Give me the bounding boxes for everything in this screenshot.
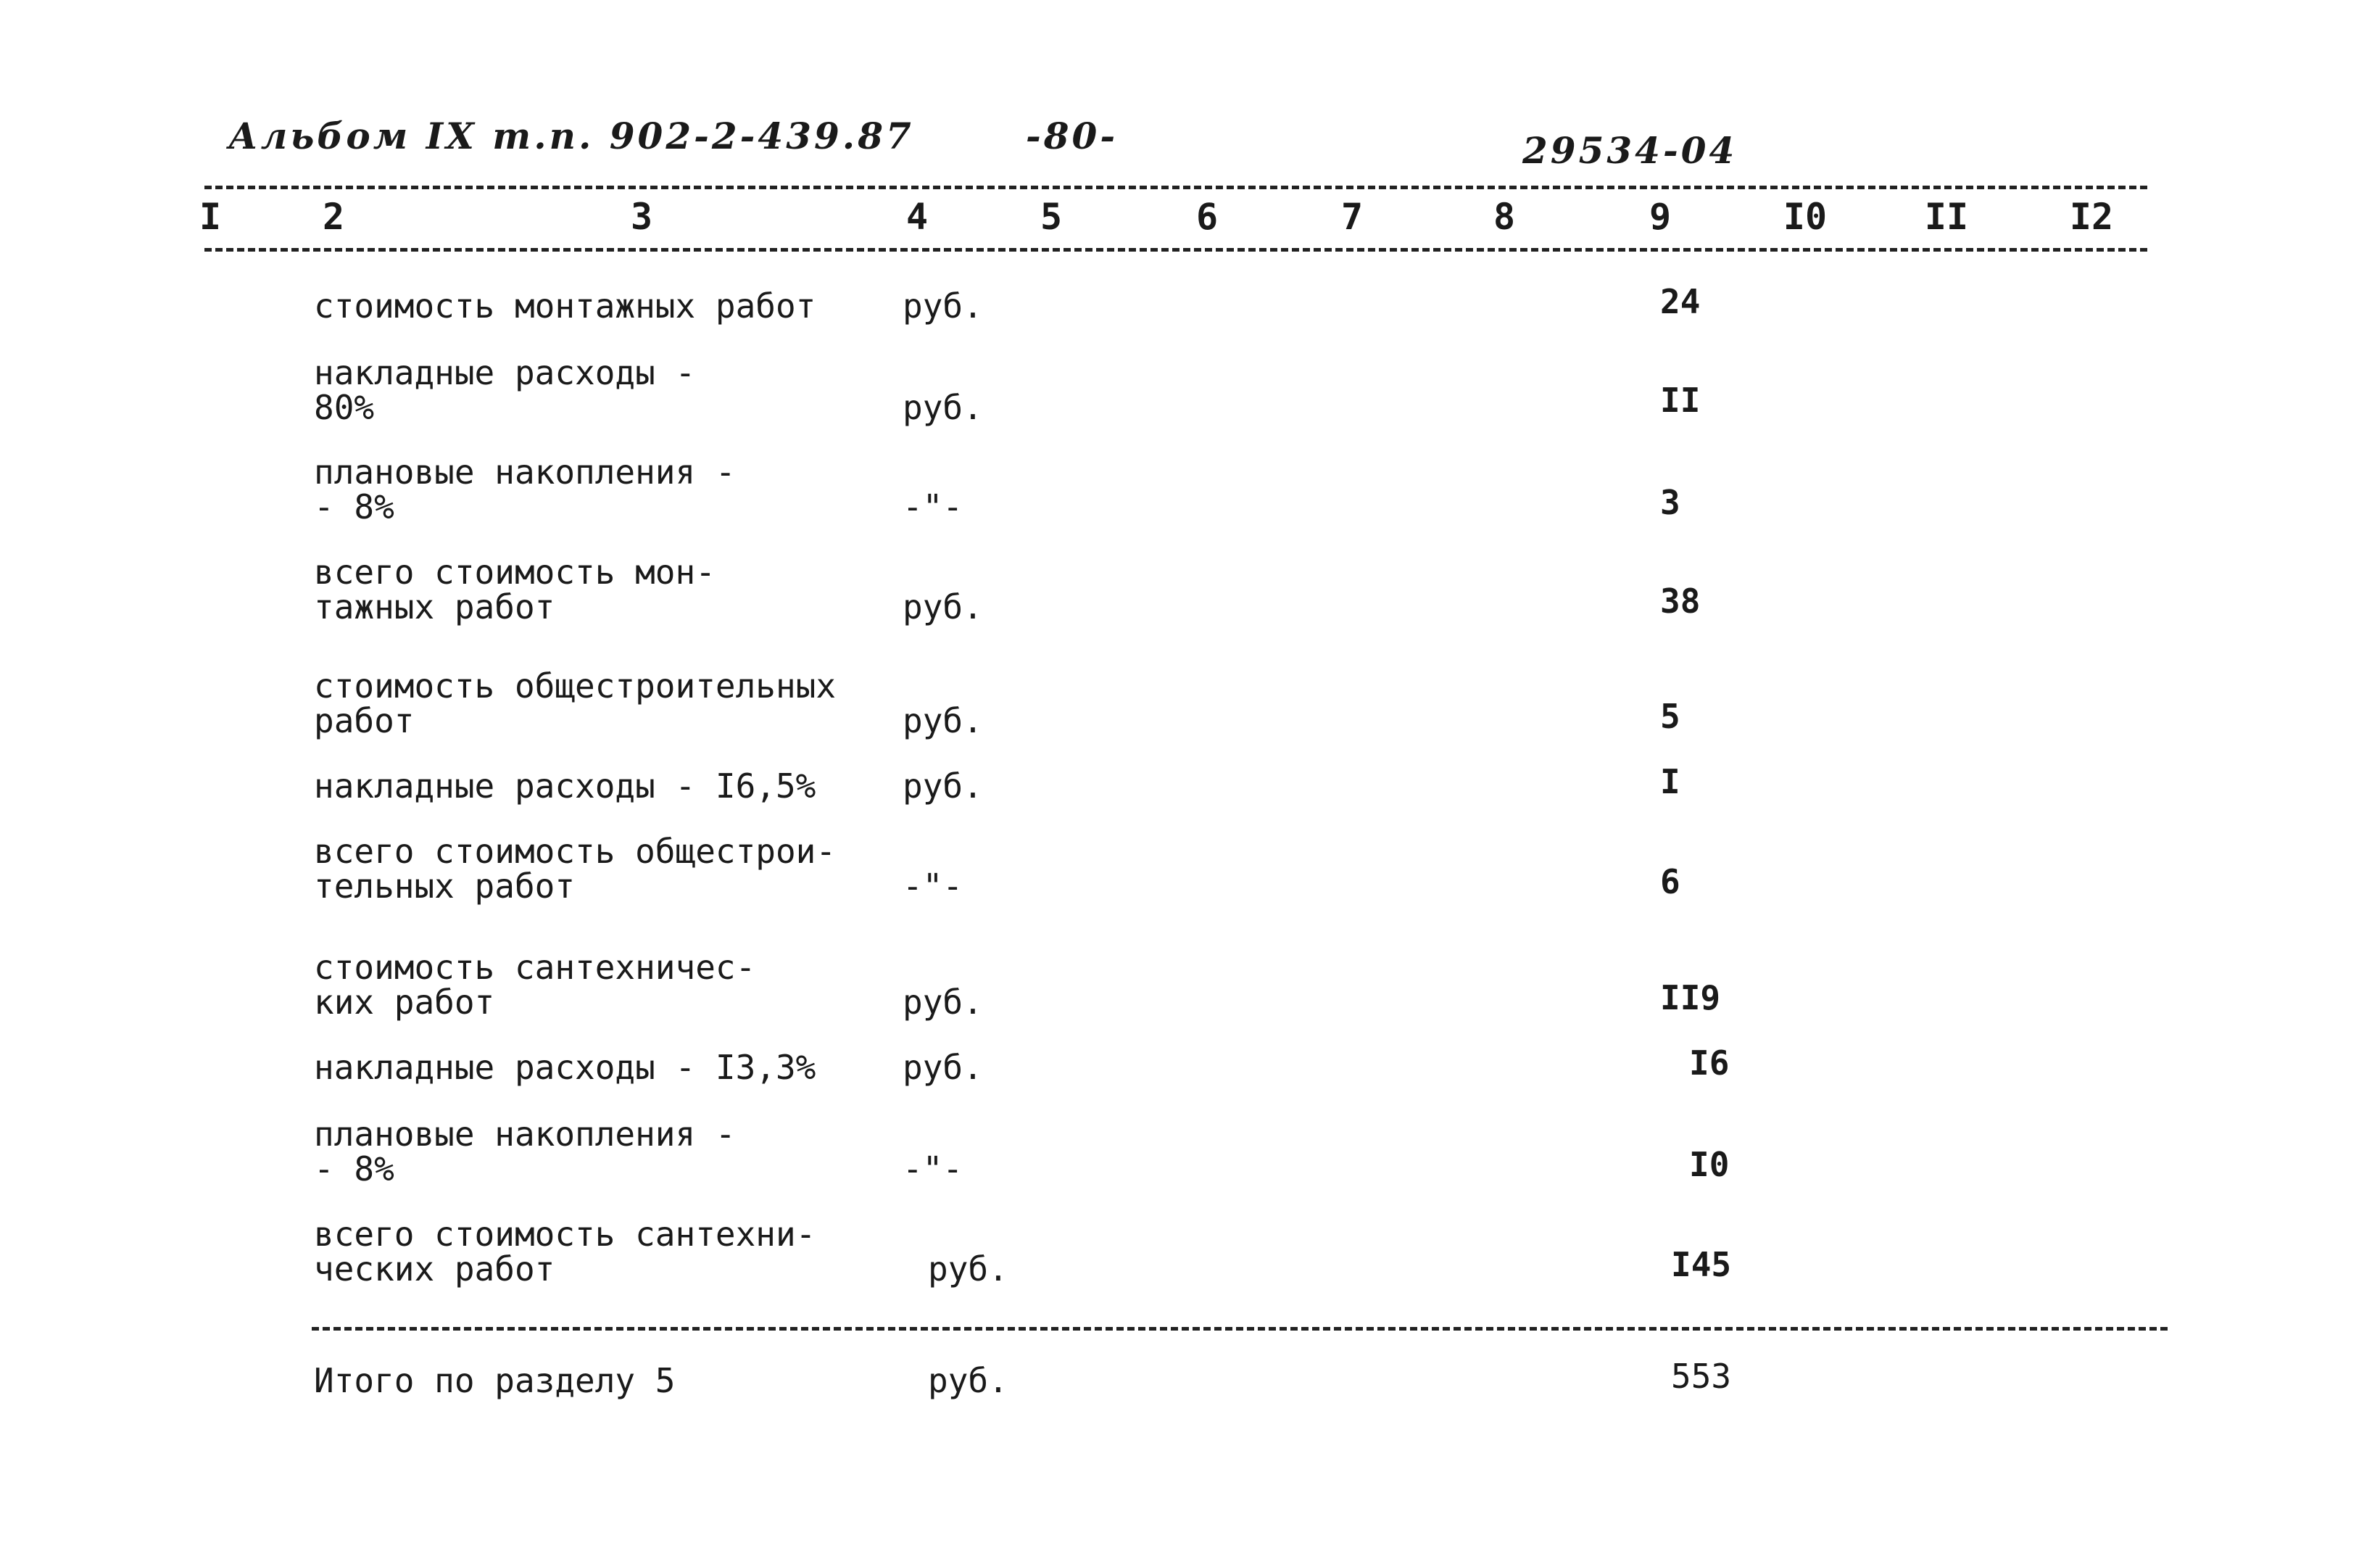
row-unit: -"- [903,1149,963,1188]
row-value: II9 [1660,978,1721,1017]
top-rule [204,186,2147,189]
row-description: всего стоимость общестрои- тельных работ [314,832,837,906]
row-description: плановые накопления - - 8% [314,452,736,526]
total-description: Итого по разделу 5 [314,1361,676,1400]
column-number: 7 [1340,196,1364,238]
row-unit: руб. [928,1249,1008,1289]
header-album: Альбом IX т.п. 902-2-439.87 [228,115,914,157]
row-description: стоимость монтажных работ [314,286,816,326]
row-description: всего стоимость сантехни- ческих работ [314,1215,816,1289]
column-number: I [199,196,222,238]
row-unit: -"- [903,487,963,526]
row-description: накладные расходы - I6,5% [314,766,816,806]
row-value: I [1660,762,1680,801]
column-number: 8 [1493,196,1516,238]
row-value: 6 [1660,862,1680,901]
column-number: II [1924,196,1969,238]
row-unit: руб. [903,983,983,1022]
row-value: 3 [1660,483,1680,522]
header-document-code: 29534-04 [1522,129,1738,172]
row-value: I45 [1671,1245,1732,1284]
total-rule [312,1327,2168,1331]
column-number: 3 [630,196,653,238]
row-description: накладные расходы - 80% [314,353,696,427]
row-value: 38 [1660,582,1701,621]
row-value: 24 [1660,282,1701,321]
row-unit: -"- [903,867,963,906]
column-number: 4 [905,196,929,238]
row-description: накладные расходы - I3,3% [314,1048,816,1087]
row-description: стоимость общестроительных работ [314,666,837,740]
row-value: 5 [1660,697,1680,736]
row-value: I0 [1689,1145,1730,1184]
row-unit: руб. [903,701,983,740]
column-header-rule [204,248,2147,252]
row-description: всего стоимость мон- тажных работ [314,553,716,627]
header-page-number: -80- [1026,115,1119,157]
column-number: 6 [1195,196,1219,238]
row-value: II [1660,381,1701,420]
row-unit: руб. [903,587,983,627]
column-number: 2 [322,196,345,238]
column-number: 5 [1040,196,1063,238]
column-number: I0 [1783,196,1828,238]
row-unit: руб. [903,766,983,806]
column-number: I2 [2069,196,2114,238]
row-unit: руб. [903,286,983,326]
row-unit: руб. [903,388,983,427]
column-number: 9 [1649,196,1672,238]
total-unit: руб. [928,1361,1008,1400]
row-description: стоимость сантехничес- ких работ [314,948,756,1022]
row-value: I6 [1689,1043,1730,1083]
total-value: 553 [1671,1357,1732,1396]
row-description: плановые накопления - - 8% [314,1115,736,1188]
row-unit: руб. [903,1048,983,1087]
